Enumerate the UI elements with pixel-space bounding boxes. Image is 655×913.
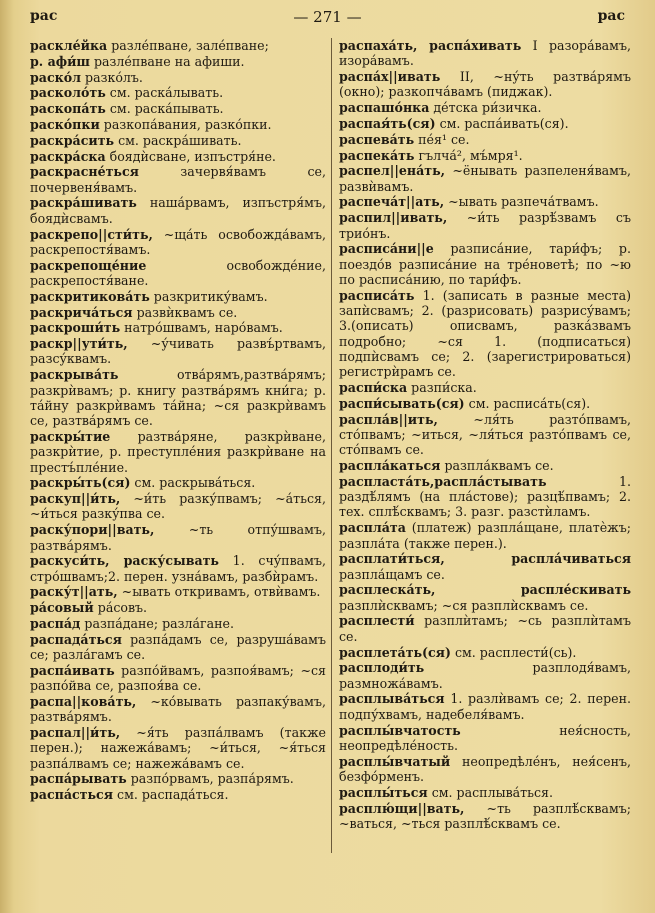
entry-definition: 1. разлѝвамъ се; 2. перен. подпу́хвамъ, надебеля́вамъ. [339,691,631,722]
entry-headword: распил||ивать, [339,210,448,226]
dictionary-entry [339,723,631,754]
dictionary-entry [30,133,326,148]
entry-headword: раскра́ска [30,148,106,164]
entry-headword: распева́ть [339,131,415,147]
entry-headword: раскуп||и́ть, [30,491,121,507]
entry-headword: распада́ться [30,631,122,647]
entry-headword: раскра́шивать [30,195,137,211]
entry-definition: II, ~ну́ть разтва́рямъ (окно); разкопча́вамъ (пиджак). [339,69,631,100]
entry-definition: I разора́вамъ, изора́вамъ. [339,38,631,69]
dictionary-entry [339,163,631,194]
entry-definition: см. раска́лывать. [105,85,224,101]
entry-headword: расписа́ни||е [339,241,434,257]
dictionary-entry [339,116,631,131]
entry-definition: неопредѣле́нъ, нея́сенъ, безфо́рменъ. [339,753,631,784]
entry-headword: расплы́вчатость [339,722,461,738]
dictionary-entry [30,663,326,694]
entry-definition: ~у́чивать развъ́ртвамъ, разсу́квамъ. [30,336,326,367]
dictionary-entry [339,210,631,241]
dictionary-entry [339,582,631,613]
dictionary-entry [339,148,631,163]
dictionary-entry [339,551,631,582]
entry-headword: раскрасне́ться [30,164,139,180]
entry-definition: натро́швамъ, наро́вамъ. [120,320,283,336]
entry-headword: раско́л [30,69,82,85]
entry-headword: раску́т||ать, [30,584,118,600]
entry-headword: распи́сывать(ся) [339,395,465,411]
right-column [339,38,631,832]
dictionary-entry [30,85,326,100]
entry-definition: разле́пване, зале́пване; [107,38,269,53]
dictionary-entry [339,613,631,644]
entry-definition: разтва́ряне, разкрѝване, разкрѝтие, р. преступле́ния разкрѝване на престъ́пле́ние. [30,428,326,475]
entry-definition: отва́рямъ,разтва́рямъ; разкрѝвамъ; р. книгу разтва́рямъ кни́га; р. та́йну разкрѝвамъ та́йна; ~ся разкрѝвамъ се, разтва́рямъ се. [30,367,326,429]
dictionary-entry [339,785,631,800]
entry-definition: ~ко́вывать разпаку́вамъ, разтва́рямъ. [30,693,326,725]
entry-headword: расплести́ [339,613,415,629]
dictionary-entry [30,771,326,786]
dictionary-entry [30,54,326,69]
entry-headword: расписа́ть [339,287,415,303]
entry-definition: ~ща́ть освобожда́вамъ, раскрепостя́вамъ. [30,226,326,257]
entry-definition: 1. раздѣ́лямъ (на пла́стове); разцѣ́пвамъ; 2. тех. сплѣ́сквамъ; 3. разг. разстѝламъ. [339,473,631,520]
dictionary-entry [30,694,326,725]
entry-definition: см. раскра́шивать. [114,132,242,148]
entry-definition: де́тска ри́зичка. [429,100,542,116]
dictionary-entry [30,475,326,490]
entry-headword: распа́рывать [30,771,127,787]
entry-headword: раскритикова́ть [30,288,150,304]
entry-definition: ~ывать разпеча́твамъ. [444,194,599,210]
dictionary-entry [30,101,326,116]
entry-headword: распа́сться [30,787,114,803]
entry-definition: (платеж) разпла́щане, платѐжъ; разпла́та (также перен.). [339,520,631,551]
dictionary-entry [339,520,631,551]
dictionary-entry [30,164,326,195]
entry-headword: раско́пки [30,116,100,132]
entry-definition: см. раскрыва́ться. [130,475,256,491]
dictionary-entry [339,288,631,380]
dictionary-entry [339,396,631,411]
entry-headword: распа́х||ивать [339,69,441,85]
entry-headword: распа́ивать [30,662,115,678]
entry-definition: ~ёнывать разпеленя́вамъ, развѝвамъ. [339,163,631,194]
dictionary-entry [30,258,326,289]
left-column [30,38,326,803]
entry-definition: ра́совъ. [93,600,148,616]
entry-headword: расколо́ть [30,85,106,101]
dictionary-entry [30,38,326,53]
dictionary-entry [30,522,326,553]
dictionary-entry [339,132,631,147]
entry-definition: 1. (записать в разные места) запѝсвамъ; 2. (разрисовать) разрису́вамъ; 3.(описать) описвамъ, разка́звамъ подробно; ~ся 1. (подписаться) подпѝсвамъ се; 2. (зарегистрироваться) регистрѝрамъ се. [339,287,631,380]
dictionary-entry [339,754,631,785]
entry-definition: разле́пване на афиши. [89,53,245,69]
entry-definition: ~и́ть разрѣ́звамъ съ трио́нъ. [339,210,631,241]
entry-headword: распал||и́ть, [30,725,121,741]
dictionary-entry [339,691,631,722]
entry-headword: распая́ть(ся) [339,115,436,131]
entry-headword: р. афи́ш [30,53,90,69]
entry-headword: расплета́ть(ся) [339,644,451,660]
column-divider [331,38,332,853]
dictionary-entry [339,194,631,209]
entry-headword: распеча́т||ать, [339,194,445,210]
entry-headword: расплы́ться [339,784,428,800]
entry-headword: раскроши́ть [30,320,121,336]
entry-definition: пе́я¹ се. [414,131,470,147]
entry-definition: развѝквамъ се. [132,304,238,320]
entry-headword: раскуси́ть, раску́сывать [30,553,219,569]
entry-headword: распла́та [339,520,406,536]
entry-headword: расплю́щи||вать, [339,800,465,816]
entry-headword: раскрепоще́ние [30,257,147,273]
dictionary-entry [339,241,631,287]
entry-headword: раскры́тие [30,428,111,444]
entry-definition: ~ывать откривамъ, отвѝвамъ. [117,584,321,600]
entry-headword: раскрепо||сти́ть, [30,226,153,242]
entry-headword: расплыва́ться [339,691,445,707]
entry-definition: ~ля́ть разто́пвамъ, сто́пвамъ; ~иться, ~ля́ться разто́пвамъ се, сто́пвамъ се. [339,411,631,458]
page-number: — 271 — [293,8,362,26]
entry-definition: см. раска́пывать. [105,101,224,117]
dictionary-entry [30,429,326,475]
entry-definition: ~я́ть разпа́лвамъ (также перен.); нажежа́вамъ; ~и́ться, ~я́ться разпа́лвамъ се; нажежа́вамъ се. [30,725,326,771]
dictionary-entry [30,787,326,802]
dictionary-entry [30,195,326,226]
dictionary-entry [30,616,326,631]
dictionary-entry [30,70,326,85]
entry-headword: раскры́ть(ся) [30,475,131,491]
dictionary-entry [30,553,326,584]
page-header [30,8,625,30]
entry-headword: расплоди́ть [339,660,425,676]
entry-headword: расплы́вчатый [339,753,451,769]
entry-headword: распел||ена́ть, [339,163,446,179]
entry-headword: распаха́ть, распа́хивать [339,38,522,53]
dictionary-entry [30,117,326,132]
dictionary-entry [339,660,631,691]
dictionary-entry [30,632,326,663]
entry-definition: разпи́ска. [407,380,477,396]
dictionary-entry [339,474,631,520]
entry-definition: 1. счу́пвамъ, стро́швамъ;2. перен. узна́вамъ, разбѝрамъ. [30,553,326,584]
dictionary-entry [339,380,631,395]
entry-definition: разпо́йвамъ, разпоя́вамъ; ~ся разпо́йва се, разпоя́ва се. [30,662,326,694]
dictionary-entry [30,289,326,304]
dictionary-entry [339,458,631,473]
entry-headword: раскопа́ть [30,101,106,117]
entry-definition: разпа́дамъ се, разруша́вамъ се; разла́гамъ се. [30,631,326,663]
entry-definition: см. расплести́(сь). [450,644,577,660]
entry-headword: распека́ть [339,147,415,163]
dictionary-entry [30,227,326,258]
entry-headword: распла́в||ить, [339,411,438,427]
entry-definition: разпо́рвамъ, разпа́рямъ. [126,771,294,787]
entry-headword: ра́совый [30,600,94,616]
dictionary-entry [30,491,326,522]
entry-definition: освобожде́ние, раскрепостя́ване. [30,257,326,288]
dictionary-entry [339,38,631,69]
entry-definition: разкопа́вания, разко́пки. [99,116,272,132]
entry-definition: разплѝсквамъ; ~ся разплѝсквамъ се. [339,597,589,613]
entry-definition: разплѝтамъ; ~сь разплѝтамъ се. [339,613,631,644]
entry-definition: см. распа́ивать(ся). [435,115,569,131]
dictionary-entry [30,336,326,367]
entry-headword: распи́ска [339,380,408,396]
dictionary-entry [30,149,326,164]
dictionary-entry [339,412,631,458]
entry-definition: ~и́ть разку́пвамъ; ~а́ться, ~и́ться разку́пва се. [30,491,326,522]
dictionary-entry [30,725,326,771]
entry-definition: боядѝсване, изпъстря́не. [105,148,276,164]
entry-definition: разплодя́вамъ, размножа́вамъ. [339,660,631,691]
entry-definition: зачервя́вамъ се, почервеня́вамъ. [30,164,326,195]
entry-headword: распа́д [30,615,81,631]
entry-definition: разписа́ние, тари́фъ; р. поездо́в разписа́ние на тре́новетѣ; по ~ю по расписа́нию, по тари́фъ. [339,241,631,287]
entry-definition: ~ть разплѣ́сквамъ; ~ваться, ~ться разплѣ́сквамъ се. [339,800,631,831]
entry-headword: распла́каться [339,458,441,474]
entry-headword: распашо́нка [339,100,430,116]
entry-definition: ~ть отпу́швамъ, разтва́рямъ. [30,522,326,553]
entry-definition: разпа́дане; разла́гане. [80,615,235,631]
dictionary-entry [339,801,631,832]
entry-definition: разпла́квамъ се. [440,458,554,474]
entry-headword: распа||кова́ть, [30,693,137,709]
dictionary-entry [339,645,631,660]
header-left-word: рас [30,8,58,24]
entry-headword: расплати́ться, распла́чиваться [339,551,631,567]
entry-definition: разпла́щамъ се. [339,566,445,582]
entry-definition: см. расплыва́ться. [427,784,554,800]
entry-definition: см. расписа́ть(ся). [464,395,591,411]
dictionary-entry [30,367,326,428]
dictionary-entry [30,584,326,599]
entry-definition: см. распада́ться. [113,787,229,803]
entry-headword: раскрыва́ть [30,367,119,383]
entry-definition: разко́лъ. [81,69,143,85]
dictionary-entry [339,69,631,100]
dictionary-entry [30,320,326,335]
entry-definition: разкритику́вамъ. [149,288,268,304]
entry-definition: гълча́², мъ́мря¹. [414,147,523,163]
entry-headword: расплеска́ть, распле́скивать [339,582,631,598]
header-right-word: рас [597,8,625,24]
entry-headword: раскрича́ться [30,304,133,320]
entry-definition: нея́сность, неопредѣле́ность. [339,722,631,753]
entry-headword: раску́пори||вать, [30,522,155,538]
dictionary-entry [30,600,326,615]
dictionary-entry [339,100,631,115]
entry-headword: раскра́сить [30,132,115,148]
entry-headword: распласта́ть,распла́стывать [339,473,547,489]
entry-definition: наша́рвамъ, изпъстря́мъ, боядѝсвамъ. [30,195,326,226]
entry-headword: раскр||ути́ть, [30,336,128,352]
dictionary-entry [30,305,326,320]
entry-headword: раскле́йка [30,38,108,53]
